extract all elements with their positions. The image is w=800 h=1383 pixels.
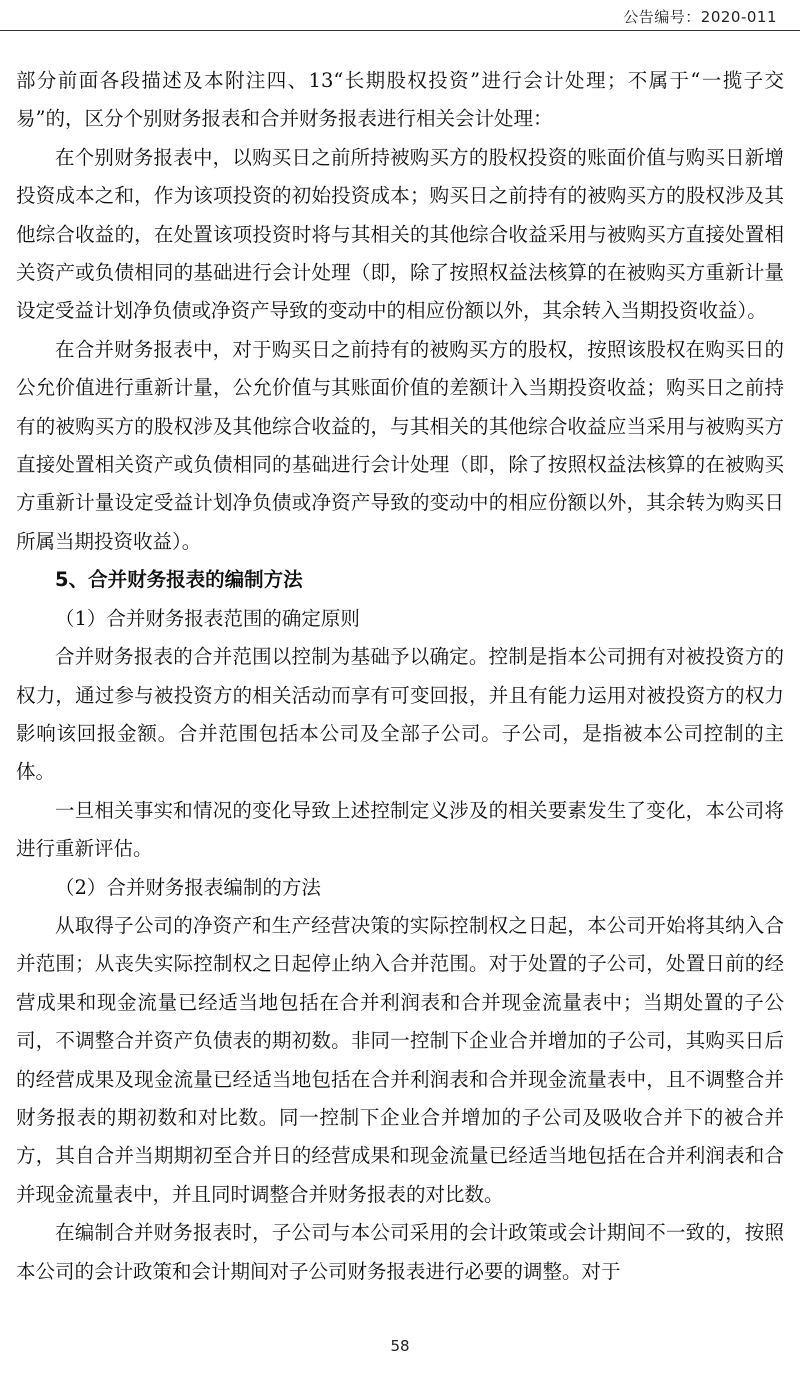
- paragraph-7: 在编制合并财务报表时，子公司与本公司采用的会计政策或会计期间不一致的，按照本公司的会计政策和会计期间对子公司财务报表进行必要的调整。对于: [16, 1221, 784, 1283]
- paragraph-2: 在个别财务报表中，以购买日之前所持被购买方的股权投资的账面价值与购买日新增投资成本之和，作为该项投资的初始投资成本；购买日之前持有的被购买方的股权涉及其他综合收益的，在处置该项投资时将与其相关的其他综合收益采用与被购买方直接处置相关资产或负债相同的基础进行会计处理（即，除了按照权益法核算的在被购买方重新计量设定受益计划净负债或净资产导致的变动中的相应份额以外，其余转入当期投资收益）。: [16, 145, 784, 323]
- page-number: 58: [390, 1337, 410, 1355]
- header-divider: [0, 30, 800, 31]
- subsection-heading-1: （1）合并财务报表范围的确定原则: [55, 606, 360, 630]
- page-header: [0, 0, 800, 40]
- paragraph-1: 部分前面各段描述及本附注四、13“长期股权投资”进行会计处理；不属于“一揽子交易”的，区分个别财务报表和合并财务报表进行相关会计处理：: [16, 69, 784, 131]
- paragraph-3: 在合并财务报表中，对于购买日之前持有的被购买方的股权，按照该股权在购买日的公允价值进行重新计量，公允价值与其账面价值的差额计入当期投资收益；购买日之前持有的被购买方的股权涉及其他综合收益的，与其相关的其他综合收益应当采用与被购买方直接处置相关资产或负债相同的基础进行会计处理（即，除了按照权益法核算的在被购买方重新计量设定受益计划净负债或净资产导致的变动中的相应份额以外，其余转为购买日所属当期投资收益）。: [16, 337, 784, 553]
- document-body: [16, 62, 784, 1291]
- section-heading: 5、合并财务报表的编制方法: [55, 568, 303, 592]
- paragraph-4: 合并财务报表的合并范围以控制为基础予以确定。控制是指本公司拥有对被投资方的权力，通过参与被投资方的相关活动而享有可变回报，并且有能力运用对被投资方的权力影响该回报金额。合并范围包括本公司及全部子公司。子公司，是指被本公司控制的主体。: [16, 645, 784, 784]
- paragraph-5: 一旦相关事实和情况的变化导致上述控制定义涉及的相关要素发生了变化，本公司将进行重新评估。: [16, 798, 784, 861]
- paragraph-6: 从取得子公司的净资产和生产经营决策的实际控制权之日起，本公司开始将其纳入合并范围；从丧失实际控制权之日起停止纳入合并范围。对于处置的子公司，处置日前的经营成果和现金流量已经适当地包括在合并利润表和合并现金流量表中；当期处置的子公司，不调整合并资产负债表的期初数。非同一控制下企业合并增加的子公司，其购买日后的经营成果及现金流量已经适当地包括在合并利润表和合并现金流量表中，且不调整合并财务报表的期初数和对比数。同一控制下企业合并增加的子公司及吸收合并下的被合并方，其自合并当期期初至合并日的经营成果和现金流量已经适当地包括在合并利润表和合并现金流量表中，并且同时调整合并财务报表的对比数。: [16, 913, 784, 1206]
- subsection-heading-2: （2）合并财务报表编制的方法: [55, 875, 321, 899]
- announcement-number: 公告编号：2020-011: [623, 8, 777, 26]
